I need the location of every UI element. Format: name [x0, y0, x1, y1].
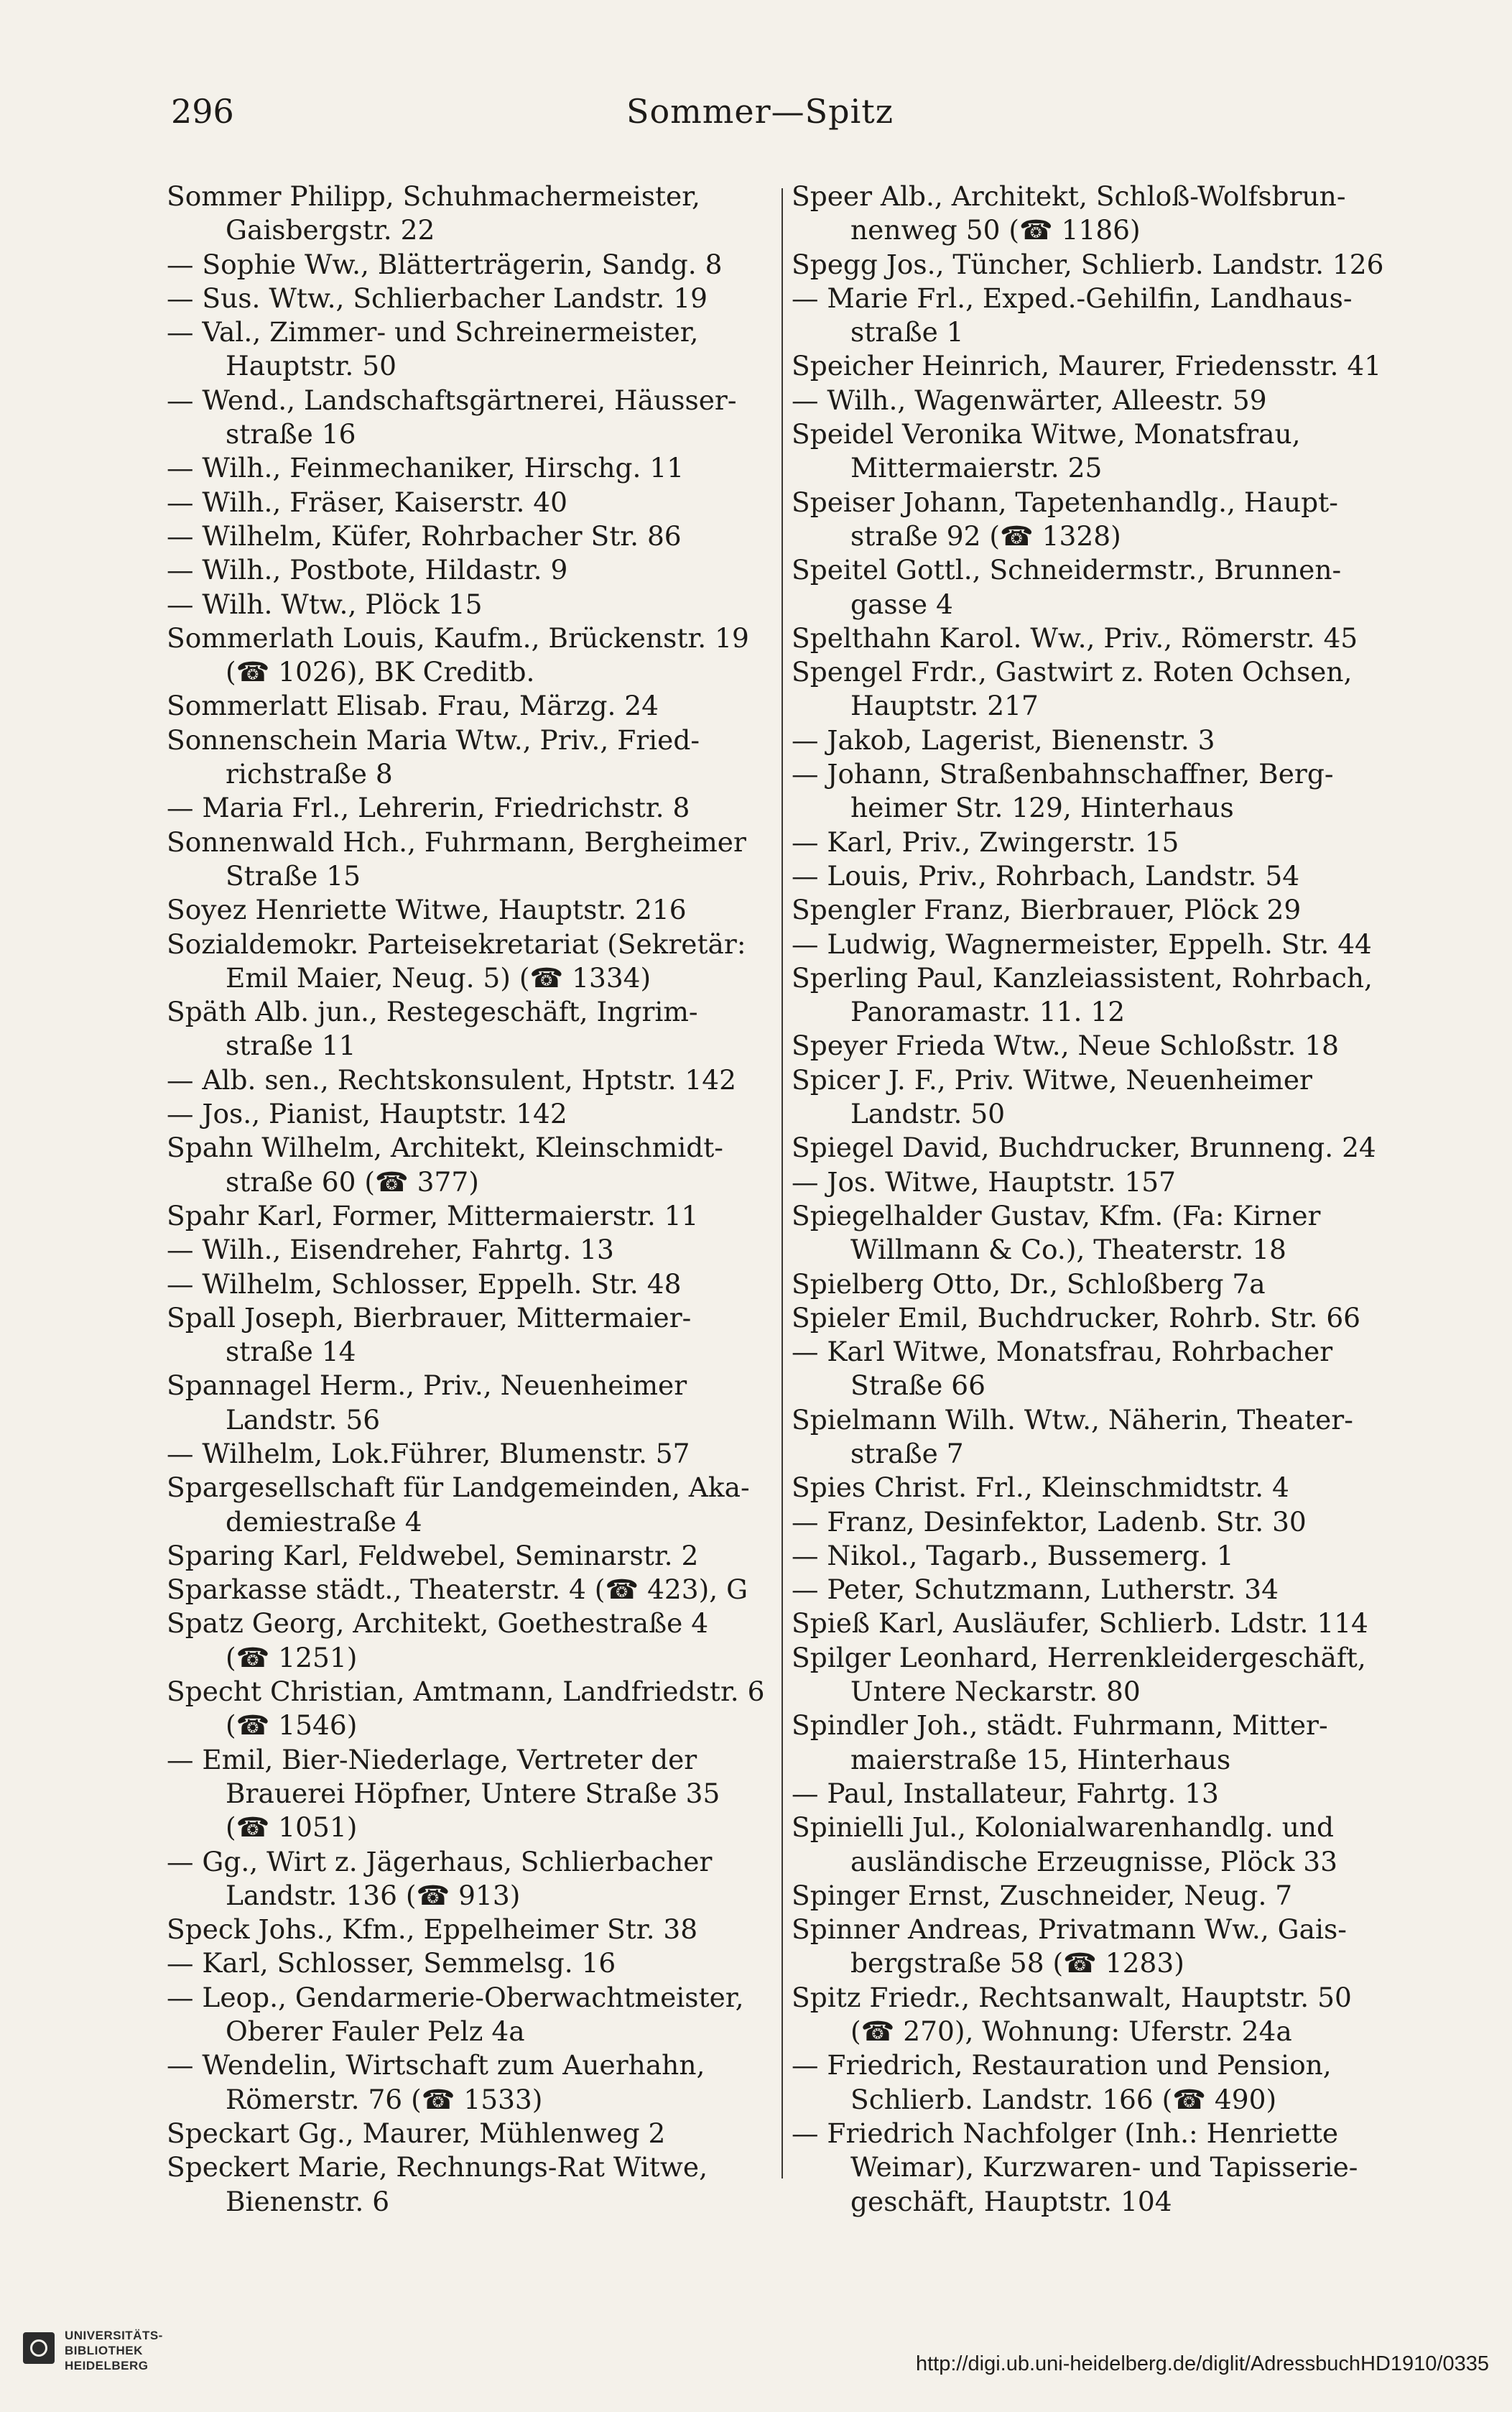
directory-entry	[792, 826, 1391, 859]
entry-line: — Wilh., Postbote, Hildastr. 9	[167, 554, 568, 586]
directory-entry	[167, 1845, 766, 1913]
directory-entry	[167, 791, 766, 825]
entry-line: Spilger Leonhard, Herrenkleidergeschäft,	[792, 1641, 1366, 1673]
directory-entry	[167, 2048, 766, 2117]
entry-continuation-line: straße 92 (☎ 1328)	[850, 519, 1121, 552]
entry-line: — Wilh., Feinmechaniker, Hirschg. 11	[167, 452, 685, 484]
entry-line: — Jos. Witwe, Hauptstr. 157	[792, 1165, 1177, 1198]
entry-continuation-line: Untere Neckarstr. 80	[850, 1676, 1141, 1708]
entry-line: Sperling Paul, Kanzleiassistent, Rohrbach,	[792, 961, 1373, 994]
directory-entry	[167, 451, 766, 485]
directory-entry	[167, 1267, 766, 1301]
entry-line: Soyez Henriette Witwe, Hauptstr. 216	[167, 894, 687, 926]
entry-line: — Wilhelm, Lok.Führer, Blumenstr. 57	[167, 1437, 690, 1469]
directory-entry	[167, 826, 766, 894]
directory-entry	[167, 180, 766, 248]
directory-entry	[792, 1335, 1391, 1403]
entry-continuation-line: maierstraße 15, Hinterhaus	[850, 1743, 1231, 1775]
directory-entry	[167, 1131, 766, 1199]
directory-entry	[792, 622, 1391, 655]
directory-entry	[167, 1743, 766, 1845]
directory-entry	[792, 1199, 1391, 1267]
directory-entry	[167, 588, 766, 622]
entry-line: Speitel Gottl., Schneidermstr., Brunnen-	[792, 554, 1342, 586]
page-header	[171, 92, 1349, 135]
entry-line: — Wend., Landschaftsgärtnerei, Häusser-	[167, 384, 737, 416]
directory-entry	[792, 1913, 1391, 1981]
entry-line: — Gg., Wirt z. Jägerhaus, Schlierbacher	[167, 1845, 713, 1877]
entry-continuation-line: Mittermaierstr. 25	[850, 452, 1103, 484]
directory-entry	[792, 1641, 1391, 1709]
entry-line: — Leop., Gendarmerie-Oberwachtmeister,	[167, 1981, 744, 2013]
directory-entry	[792, 1879, 1391, 1913]
entry-line: Spargesellschaft für Landgemeinden, Aka-	[167, 1471, 750, 1504]
entry-line: Sommerlath Louis, Kaufm., Brückenstr. 19	[167, 622, 749, 654]
entry-line: Spitz Friedr., Rechtsanwalt, Hauptstr. 50	[792, 1981, 1352, 2013]
directory-entry	[167, 384, 766, 452]
directory-entry	[792, 2117, 1391, 2219]
entry-continuation-line: Landstr. 50	[850, 1098, 1006, 1130]
entry-line: Speicher Heinrich, Maurer, Friedensstr. 41	[792, 350, 1382, 382]
entry-line: Sparing Karl, Feldwebel, Seminarstr. 2	[167, 1539, 699, 1571]
entry-continuation-line: nenweg 50 (☎ 1186)	[850, 214, 1141, 246]
directory-entry	[167, 1981, 766, 2049]
entry-line: Sozialdemokr. Parteisekretariat (Sekretär:	[167, 928, 746, 960]
entry-continuation-line: straße 7	[850, 1437, 964, 1469]
entry-continuation-line: (☎ 1051)	[226, 1811, 358, 1844]
entry-line: Spies Christ. Frl., Kleinschmidtstr. 4	[792, 1471, 1289, 1504]
entry-continuation-line: ausländische Erzeugnisse, Plöck 33	[850, 1845, 1338, 1877]
directory-entry	[792, 1981, 1391, 2049]
directory-entry	[792, 486, 1391, 554]
directory-entry	[167, 928, 766, 996]
entry-line: — Jakob, Lagerist, Bienenstr. 3	[792, 724, 1215, 756]
entry-continuation-line: Hauptstr. 217	[850, 690, 1039, 722]
directory-entry	[167, 1097, 766, 1131]
logo-line: BIBLIOTHEK	[65, 2344, 143, 2357]
entry-line: Spiegel David, Buchdrucker, Brunneng. 24	[792, 1132, 1376, 1164]
entry-line: Spahr Karl, Former, Mittermaierstr. 11	[167, 1199, 699, 1232]
directory-entry	[792, 893, 1391, 927]
directory-entry	[792, 928, 1391, 961]
entry-line: — Jos., Pianist, Hauptstr. 142	[167, 1098, 567, 1130]
entry-continuation-line: demiestraße 4	[226, 1505, 422, 1538]
directory-entry	[792, 2048, 1391, 2117]
entry-line: — Louis, Priv., Rohrbach, Landstr. 54	[792, 859, 1300, 892]
directory-entry	[167, 724, 766, 792]
directory-entry	[792, 961, 1391, 1030]
left-column	[167, 180, 766, 2219]
entry-continuation-line: Gaisbergstr. 22	[226, 214, 435, 246]
directory-entry	[792, 1165, 1391, 1199]
entry-line: — Johann, Straßenbahnschaffner, Berg-	[792, 758, 1334, 790]
right-column	[792, 180, 1391, 2219]
entry-line: — Maria Frl., Lehrerin, Friedrichstr. 8	[167, 792, 690, 824]
entry-line: Spegg Jos., Tüncher, Schlierb. Landstr. 126	[792, 248, 1384, 280]
entry-continuation-line: Weimar), Kurzwaren- und Tapisserie-	[850, 2151, 1358, 2184]
entry-continuation-line: (☎ 1546)	[226, 1709, 358, 1742]
library-logo	[23, 2328, 210, 2400]
entry-continuation-line: Panoramastr. 11. 12	[850, 996, 1126, 1028]
entry-line: — Wilhelm, Schlosser, Eppelh. Str. 48	[167, 1267, 682, 1300]
entry-line: — Wilh., Wagenwärter, Alleestr. 59	[792, 384, 1267, 416]
entry-continuation-line: Straße 15	[226, 859, 361, 892]
entry-line: — Wilh. Wtw., Plöck 15	[167, 588, 483, 620]
source-url[interactable]: http://digi.ub.uni-heidelberg.de/diglit/AdressbuchHD1910/0335	[915, 2352, 1489, 2375]
entry-line: Spiegelhalder Gustav, Kfm. (Fa: Kirner	[792, 1199, 1321, 1232]
entry-line: Spall Joseph, Bierbrauer, Mittermaier-	[167, 1301, 692, 1334]
entry-line: Sonnenschein Maria Wtw., Priv., Fried-	[167, 724, 700, 756]
entry-line: — Ludwig, Wagnermeister, Eppelh. Str. 44	[792, 928, 1372, 960]
entry-continuation-line: Römerstr. 76 (☎ 1533)	[226, 2083, 543, 2115]
directory-entry	[792, 1029, 1391, 1063]
directory-entry	[167, 282, 766, 315]
directory-entry	[167, 1607, 766, 1675]
directory-entry	[167, 1233, 766, 1267]
entry-line: — Alb. sen., Rechtskonsulent, Hptstr. 142	[167, 1063, 736, 1096]
entry-line: — Marie Frl., Exped.-Gehilfin, Landhaus-	[792, 282, 1353, 314]
logo-line: HEIDELBERG	[65, 2359, 149, 2372]
directory-entry	[167, 1946, 766, 1980]
entry-line: Speckart Gg., Maurer, Mühlenweg 2	[167, 2117, 666, 2149]
entry-line: Spinger Ernst, Zuschneider, Neug. 7	[792, 1879, 1293, 1911]
entry-continuation-line: straße 14	[226, 1336, 356, 1368]
directory-entry	[167, 1913, 766, 1946]
directory-entry	[167, 315, 766, 384]
entry-line: Spelthahn Karol. Ww., Priv., Römerstr. 45	[792, 622, 1358, 654]
entry-continuation-line: (☎ 1251)	[226, 1641, 358, 1673]
entry-line: Sparkasse städt., Theaterstr. 4 (☎ 423), G	[167, 1574, 748, 1606]
directory-entry	[167, 1471, 766, 1539]
entry-continuation-line: Oberer Fauler Pelz 4a	[226, 2015, 525, 2048]
directory-entry	[792, 384, 1391, 417]
entry-line: — Karl Witwe, Monatsfrau, Rohrbacher	[792, 1336, 1333, 1368]
directory-entry	[792, 282, 1391, 350]
entry-line: Spahn Wilhelm, Architekt, Kleinschmidt-	[167, 1132, 723, 1164]
entry-line: — Wilhelm, Küfer, Rohrbacher Str. 86	[167, 519, 682, 552]
entry-line: — Karl, Schlosser, Semmelsg. 16	[167, 1947, 616, 1979]
entry-continuation-line: straße 60 (☎ 377)	[226, 1165, 479, 1198]
entry-continuation-line: Bienenstr. 6	[226, 2185, 390, 2217]
entry-continuation-line: (☎ 270), Wohnung: Uferstr. 24a	[850, 2015, 1292, 2048]
directory-entry	[792, 859, 1391, 893]
entry-line: — Emil, Bier-Niederlage, Vertreter der	[167, 1743, 697, 1775]
directory-entry	[167, 1573, 766, 1607]
entry-line: Spicer J. F., Priv. Witwe, Neuenheimer	[792, 1063, 1312, 1096]
entry-line: — Sophie Ww., Blätterträgerin, Sandg. 8	[167, 248, 723, 280]
library-seal-icon	[23, 2332, 55, 2364]
entry-line: Speckert Marie, Rechnungs-Rat Witwe,	[167, 2151, 708, 2184]
entry-continuation-line: Schlierb. Landstr. 166 (☎ 490)	[850, 2083, 1277, 2115]
directory-entry	[792, 1063, 1391, 1132]
entry-continuation-line: bergstraße 58 (☎ 1283)	[850, 1947, 1184, 1979]
directory-entry	[792, 757, 1391, 826]
directory-entry	[167, 519, 766, 553]
entry-continuation-line: geschäft, Hauptstr. 104	[850, 2185, 1172, 2217]
entry-continuation-line: Hauptstr. 50	[226, 350, 396, 382]
directory-entry	[792, 553, 1391, 622]
directory-entry	[792, 1607, 1391, 1640]
entry-line: — Franz, Desinfektor, Ladenb. Str. 30	[792, 1505, 1307, 1538]
entry-line: Sonnenwald Hch., Fuhrmann, Bergheimer	[167, 826, 746, 858]
directory-entry	[167, 622, 766, 690]
entry-line: — Friedrich, Restauration und Pension,	[792, 2049, 1332, 2081]
entry-continuation-line: richstraße 8	[226, 758, 393, 790]
entry-line: Speidel Veronika Witwe, Monatsfrau,	[792, 418, 1301, 450]
directory-entry	[792, 248, 1391, 282]
entry-continuation-line: Straße 66	[850, 1369, 985, 1402]
directory-entry	[167, 486, 766, 519]
library-logo-text	[65, 2328, 163, 2373]
directory-entry	[792, 180, 1391, 248]
entry-line: Spinner Andreas, Privatmann Ww., Gais-	[792, 1913, 1347, 1946]
entry-line: Späth Alb. jun., Restegeschäft, Ingrim-	[167, 996, 698, 1028]
entry-line: Spielmann Wilh. Wtw., Näherin, Theater-	[792, 1403, 1353, 1436]
directory-entry	[792, 1471, 1391, 1505]
entry-line: — Karl, Priv., Zwingerstr. 15	[792, 826, 1179, 858]
entry-continuation-line: straße 16	[226, 418, 356, 450]
entry-line: — Wilh., Fräser, Kaiserstr. 40	[167, 486, 567, 518]
entry-line: Spatz Georg, Architekt, Goethestraße 4	[167, 1607, 709, 1640]
entry-line: Spengler Franz, Bierbrauer, Plöck 29	[792, 894, 1302, 926]
entry-line: Spannagel Herm., Priv., Neuenheimer	[167, 1369, 687, 1402]
directory-entry	[167, 893, 766, 927]
directory-entry	[167, 2117, 766, 2150]
entry-line: — Friedrich Nachfolger (Inh.: Henriette	[792, 2117, 1339, 2149]
directory-entry	[167, 1675, 766, 1743]
entry-line: — Peter, Schutzmann, Lutherstr. 34	[792, 1574, 1279, 1606]
entry-line: — Wilh., Eisendreher, Fahrtg. 13	[167, 1234, 614, 1266]
directory-entry	[167, 1539, 766, 1573]
entry-continuation-line: Emil Maier, Neug. 5) (☎ 1334)	[226, 961, 651, 994]
logo-line: UNIVERSITÄTS-	[65, 2329, 163, 2342]
directory-entry	[792, 1267, 1391, 1301]
entry-line: Sommer Philipp, Schuhmachermeister,	[167, 180, 700, 212]
directory-entry	[792, 1811, 1391, 1879]
entry-line: — Wendelin, Wirtschaft zum Auerhahn,	[167, 2049, 705, 2081]
entry-line: — Nikol., Tagarb., Bussemerg. 1	[792, 1539, 1234, 1571]
entry-line: Spindler Joh., städt. Fuhrmann, Mitter-	[792, 1709, 1328, 1742]
column-divider	[781, 188, 783, 2178]
directory-entry	[792, 1709, 1391, 1777]
directory-entry	[167, 1301, 766, 1369]
directory-entry	[792, 1539, 1391, 1573]
entry-line: Speer Alb., Architekt, Schloß-Wolfsbrun-	[792, 180, 1346, 212]
running-head: Sommer—Spitz	[626, 92, 894, 131]
directory-entry	[792, 1131, 1391, 1165]
entry-line: Speyer Frieda Wtw., Neue Schloßstr. 18	[792, 1030, 1339, 1062]
entry-line: — Sus. Wtw., Schlierbacher Landstr. 19	[167, 282, 708, 314]
directory-entry	[167, 2150, 766, 2219]
entry-line: Speiser Johann, Tapetenhandlg., Haupt-	[792, 486, 1338, 518]
directory-entry	[167, 1063, 766, 1097]
entry-line: Specht Christian, Amtmann, Landfriedstr. 6	[167, 1676, 765, 1708]
entry-continuation-line: Brauerei Höpfner, Untere Straße 35	[226, 1777, 720, 1809]
entry-continuation-line: straße 11	[226, 1030, 356, 1062]
entry-continuation-line: Landstr. 136 (☎ 913)	[226, 1879, 521, 1911]
entry-line: Speck Johs., Kfm., Eppelheimer Str. 38	[167, 1913, 698, 1946]
entry-continuation-line: heimer Str. 129, Hinterhaus	[850, 792, 1234, 824]
directory-entry	[167, 689, 766, 723]
directory-entry	[792, 417, 1391, 486]
entry-continuation-line: (☎ 1026), BK Creditb.	[226, 656, 535, 688]
directory-entry	[167, 248, 766, 282]
directory-entry	[792, 655, 1391, 724]
entry-continuation-line: straße 1	[850, 316, 964, 348]
page-number: 296	[171, 92, 234, 131]
directory-entry	[792, 1403, 1391, 1471]
entry-line: Spieß Karl, Ausläufer, Schlierb. Ldstr. 114	[792, 1607, 1368, 1640]
entry-continuation-line: gasse 4	[850, 588, 953, 620]
directory-entry	[167, 553, 766, 587]
entry-continuation-line: Landstr. 56	[226, 1403, 381, 1436]
directory-entry	[792, 1505, 1391, 1539]
entry-line: Spielberg Otto, Dr., Schloßberg 7a	[792, 1267, 1266, 1300]
entry-line: Spengel Frdr., Gastwirt z. Roten Ochsen,	[792, 656, 1353, 688]
entry-line: — Val., Zimmer- und Schreinermeister,	[167, 316, 699, 348]
directory-entry	[167, 1437, 766, 1471]
directory-entry	[792, 349, 1391, 383]
directory-entry	[167, 1369, 766, 1437]
directory-entry	[792, 724, 1391, 757]
directory-entry	[792, 1573, 1391, 1607]
entry-continuation-line: Willmann & Co.), Theaterstr. 18	[850, 1234, 1286, 1266]
entry-line: Sommerlatt Elisab. Frau, Märzg. 24	[167, 690, 659, 722]
directory-entry	[792, 1777, 1391, 1811]
directory-entry	[167, 1199, 766, 1233]
entry-line: — Paul, Installateur, Fahrtg. 13	[792, 1777, 1219, 1809]
directory-entry	[792, 1301, 1391, 1335]
entry-line: Spinielli Jul., Kolonialwarenhandlg. und	[792, 1811, 1335, 1844]
directory-entry	[167, 995, 766, 1063]
entry-line: Spieler Emil, Buchdrucker, Rohrb. Str. 66	[792, 1301, 1361, 1334]
